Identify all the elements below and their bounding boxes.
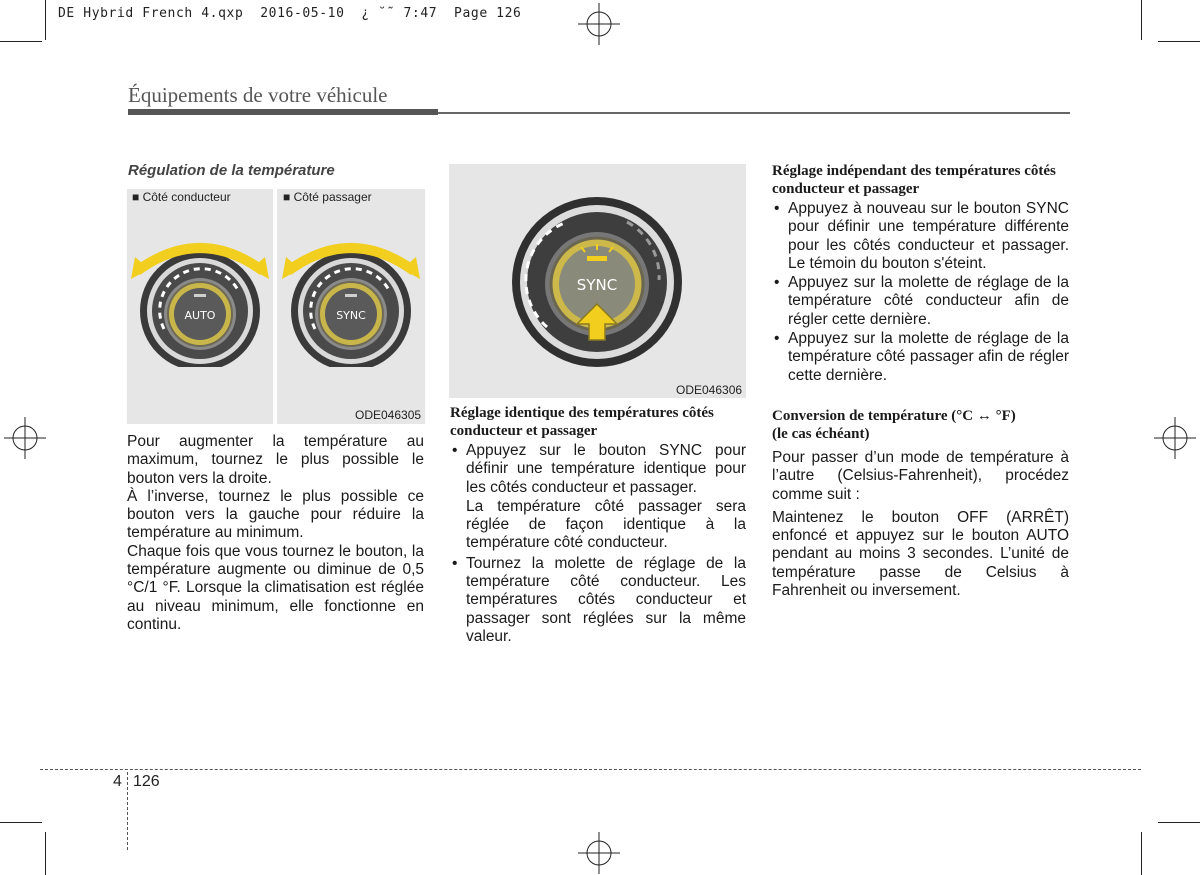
crop-mark (1158, 41, 1200, 42)
crop-mark (1141, 0, 1142, 40)
paragraph: Chaque fois que vous tournez le bouton, la température augmente ou diminue de 0,5 °C/1 °F. Lorsque la climatisation est réglée au niveau minimum, elle fonctionne en continu. (127, 542, 424, 633)
subsection-heading: Réglage identique des températures côtés conducteur et passager (450, 405, 714, 439)
column-1-body (127, 433, 424, 634)
list-item: • Appuyez à nouveau sur le bouton SYNC pour définir une température différente pour les côtés conducteur et passager. Le témoin du bouton s'éteint. (772, 200, 1069, 273)
paragraph: À l’inverse, tournez le plus possible ce bouton vers la gauche pour réduire la température au minimum. (127, 487, 424, 542)
header-rule-bold (128, 109, 438, 115)
temperature-knob-driver (129, 237, 271, 367)
crop-mark (0, 41, 42, 42)
caption-passenger-side: ■ Côté passager (283, 190, 372, 204)
subsection-heading: Régulation de la température (128, 162, 335, 179)
column-3-text (772, 162, 1069, 600)
crop-mark (45, 0, 46, 40)
column-2-text (450, 404, 746, 647)
list-item: • Appuyez sur la molette de réglage de la température côté conducteur afin de régler cette dernière. (772, 274, 1069, 329)
crop-mark (0, 822, 42, 823)
figure-divider (273, 189, 277, 424)
registration-mark-left (4, 417, 46, 459)
footer-rule-vertical (127, 772, 128, 850)
knob-label-auto: AUTO (184, 309, 216, 322)
paragraph: Pour passer d’un mode de température à l’autre (Celsius-Fahrenheit), procédez comme suit : (772, 448, 1069, 503)
crop-mark (45, 832, 46, 875)
print-slug: DE Hybrid French 4.qxp 2016-05-10 ¿ ˘˜ 7:47 Page 126 (58, 6, 522, 21)
sync-knob-illustration (507, 192, 687, 372)
registration-mark-top (578, 3, 620, 45)
registration-mark-bottom (578, 832, 620, 874)
figure-knobs-dual (127, 189, 425, 424)
bullet-list (450, 442, 746, 497)
subsection-heading: Conversion de température (°C ↔ °F) (le cas échéant) (772, 407, 1016, 442)
page-number: 126 (133, 773, 160, 790)
list-item: • Appuyez sur le bouton SYNC pour définir une température identique pour les côtés conducteur et passager. (450, 442, 746, 497)
footer-rule (40, 769, 1141, 770)
figure-sync-knob (449, 164, 746, 398)
caption-driver-side: ■ Côté conducteur (132, 190, 231, 204)
list-item: • Appuyez sur la molette de réglage de la température côté passager afin de régler cette dernière. (772, 330, 1069, 385)
paragraph: Maintenez le bouton OFF (ARRÊT) enfoncé et appuyez sur le bouton AUTO pendant au moins 3 secondes. L’unité de température passe de Celsius à Fahrenheit ou inversement. (772, 508, 1069, 600)
crop-mark (1141, 832, 1142, 875)
subsection-heading: Réglage indépendant des températures côtés conducteur et passager (772, 163, 1056, 197)
crop-mark (1158, 822, 1200, 823)
figure-code: ODE046306 (676, 383, 743, 397)
bullet-list (772, 200, 1069, 385)
list-item: • Tournez la molette de réglage de la température côté conducteur. Les températures côtés conducteur et passager sont réglées sur la même valeur. (450, 555, 746, 646)
section-title: Équipements de votre véhicule (128, 83, 388, 107)
figure-code: ODE046305 (355, 408, 422, 422)
registration-mark-right (1154, 417, 1196, 459)
knob-label-sync: SYNC (576, 276, 618, 294)
temperature-knob-passenger (280, 237, 422, 367)
chapter-number: 4 (113, 773, 122, 790)
paragraph: La température côté passager sera réglée de façon identique à la température côté conducteur. (466, 497, 746, 552)
paragraph: Pour augmenter la température au maximum, tournez le plus possible le bouton vers la droite. (127, 433, 424, 487)
header-rule (438, 112, 1070, 114)
bullet-list (450, 555, 746, 646)
knob-label-sync: SYNC (336, 309, 366, 322)
